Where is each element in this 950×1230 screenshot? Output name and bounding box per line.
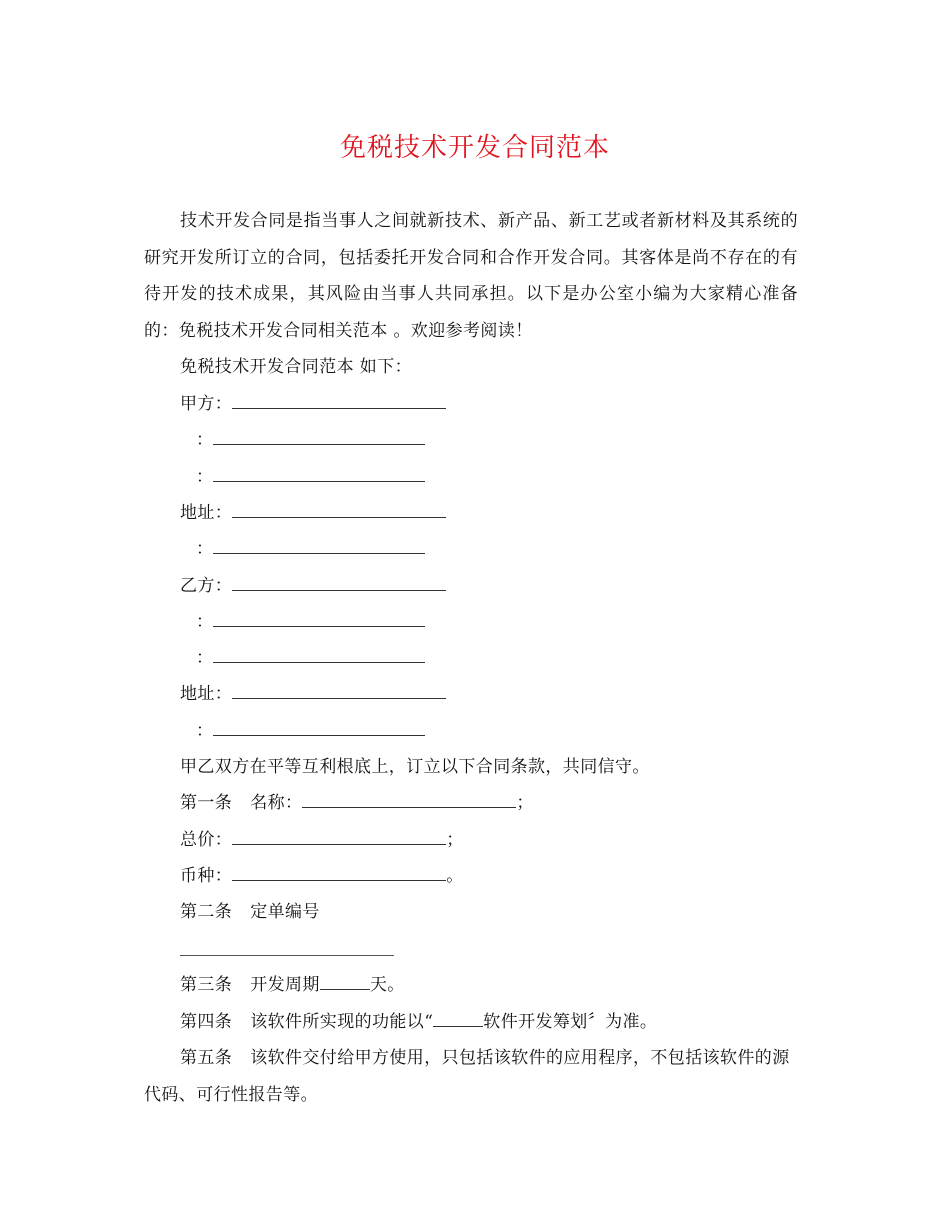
article-3-blank — [320, 973, 370, 990]
article-3-heading: 第三条 — [180, 975, 233, 995]
party-b-sub2-label: ： — [196, 648, 214, 668]
article-1-total-blank — [232, 828, 446, 845]
party-a-address-sub-line — [196, 537, 425, 561]
article-3-text-after: 天。 — [369, 975, 405, 995]
article-1-heading: 第一条 — [180, 793, 233, 813]
article-1-total-label: 总价： — [180, 830, 233, 850]
party-b-sub1-label: ： — [196, 612, 214, 632]
article-1-currency-end: 。 — [446, 866, 464, 886]
party-a-sub1-line — [196, 428, 425, 452]
party-b-sub1-line — [196, 610, 425, 634]
party-a-address-sub-label: ： — [196, 539, 214, 559]
party-a-blank — [232, 392, 446, 409]
article-1-name-end: ； — [516, 793, 534, 813]
article-4-text-before: 该软件所实现的功能以“ — [250, 1012, 434, 1032]
article-2-line — [180, 900, 320, 924]
article-4-heading: 第四条 — [180, 1012, 233, 1032]
article-1-currency-label: 币种： — [180, 866, 233, 886]
party-a-sub2-blank — [213, 465, 425, 482]
party-a-sub2-label: ： — [196, 467, 214, 487]
party-b-sub1-blank — [213, 610, 425, 627]
document-title: 免税技术开发合同范本 — [339, 133, 610, 163]
article-5-heading: 第五条 — [180, 1048, 233, 1068]
article-2-heading: 第二条 — [180, 902, 233, 922]
party-a-sub1-blank — [213, 428, 425, 445]
article-4-text-after: 软件开发筹划〞为准。 — [483, 1012, 658, 1032]
article-5-paragraph — [144, 1040, 798, 1113]
party-b-address-line — [180, 682, 446, 706]
party-a-address-label: 地址： — [180, 503, 233, 523]
agreement-line: 甲乙双方在平等互利根底上，订立以下合同条款，共同信守。 — [180, 757, 650, 777]
article-4-line — [180, 1010, 657, 1034]
article-1-total-end: ； — [446, 830, 464, 850]
order-number-blank — [180, 955, 394, 956]
lead-line: 免税技术开发合同范本 如下： — [180, 357, 413, 377]
article-5-text: 该软件交付给甲方使用，只包括该软件的应用程序，不包括该软件的源代码、可行性报告等。 — [144, 1048, 790, 1105]
party-a-sub2-line — [196, 465, 425, 489]
party-b-address-sub-label: ： — [196, 721, 214, 741]
article-1-currency-line — [180, 864, 464, 888]
party-b-line — [180, 574, 446, 598]
party-a-sub1-label: ： — [196, 430, 214, 450]
party-b-address-sub-blank — [213, 719, 425, 736]
intro-paragraph: 技术开发合同是指当事人之间就新技术、新产品、新工艺或者新材料及其系统的研究开发所订立的合同，包括委托开发合同和合作开发合同。其客体是尚不存在的有待开发的技术成果，其风险由当事人共同承担。以下是办公室小编为大家精心准备的：免税技术开发合同相关范本 。欢迎参考阅读！ — [144, 211, 798, 341]
article-1-total-line — [180, 828, 464, 852]
article-1-name-label: 名称： — [250, 793, 303, 813]
party-b-address-blank — [232, 682, 446, 699]
party-a-line — [180, 392, 446, 416]
party-b-address-sub-line — [196, 719, 425, 743]
article-3-text-before: 开发周期 — [250, 975, 320, 995]
article-1-currency-blank — [232, 864, 446, 881]
article-3-line — [180, 973, 405, 997]
party-a-label: 甲方： — [180, 394, 233, 414]
article-1-name-line — [180, 791, 534, 815]
article-2-text: 定单编号 — [250, 902, 320, 922]
party-a-address-sub-blank — [213, 537, 425, 554]
party-b-blank — [232, 574, 446, 591]
party-b-label: 乙方： — [180, 576, 233, 596]
party-b-sub2-blank — [213, 646, 425, 663]
party-a-address-line — [180, 501, 446, 525]
party-b-sub2-line — [196, 646, 425, 670]
article-4-blank — [433, 1010, 483, 1027]
party-a-address-blank — [232, 501, 446, 518]
article-1-name-blank — [302, 791, 516, 808]
party-b-address-label: 地址： — [180, 684, 233, 704]
